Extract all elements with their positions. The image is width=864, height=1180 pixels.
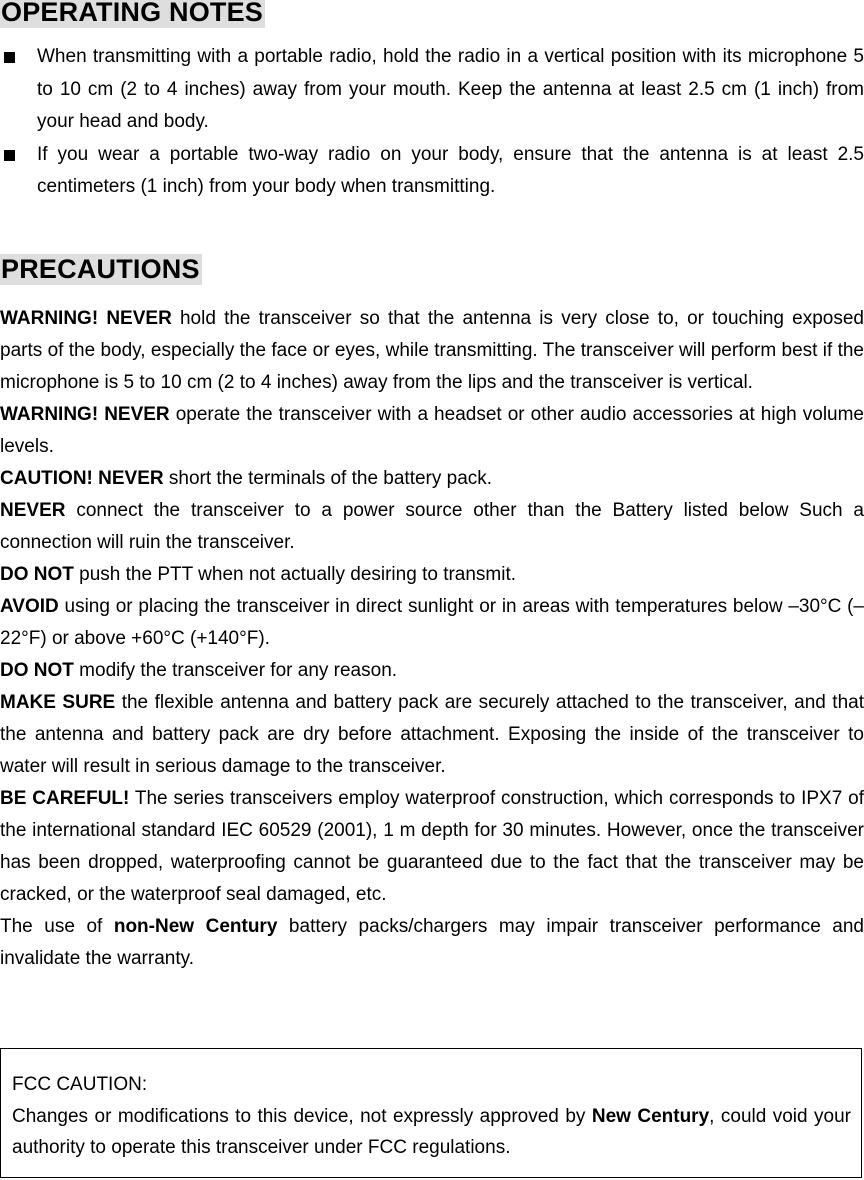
- fcc-caution-box: [0, 1048, 862, 1178]
- list-item: [0, 41, 864, 139]
- warranty-brand: non-New Century: [113, 916, 278, 937]
- precaution-lead: NEVER: [0, 500, 66, 521]
- precaution-text: connect the transceiver to a power source other than the Battery listed below Such a connection will ruin the transceiver.: [0, 500, 864, 553]
- precaution-text: modify the transceiver for any reason.: [73, 660, 398, 681]
- bullet-text: When transmitting with a portable radio, hold the radio in a vertical position with its microphone 5 to 10 cm (2 to 4 inches) away from your mouth. Keep the antenna at least 2.5 cm (1 inch) from your head and body.: [37, 46, 864, 132]
- precaution-lead: AVOID: [0, 596, 59, 617]
- precaution-paragraph: [0, 655, 864, 687]
- precautions-heading: PRECAUTIONS: [1, 254, 200, 284]
- operating-notes-list: [0, 41, 864, 204]
- precautions-list: [0, 303, 864, 975]
- precaution-text: The series transceivers employ waterproof construction, which corresponds to IPX7 of the international standard IEC 60529 (2001), 1 m depth for 30 minutes. However, once the transceiver has been dropped, waterproofing cannot be guaranteed due to the fact that the transceiver may be cracked, or the waterproof seal damaged, etc.: [0, 788, 864, 905]
- precaution-text: short the terminals of the battery pack.: [163, 468, 493, 489]
- precaution-paragraph: [0, 687, 864, 783]
- fcc-text-pre: Changes or modifications to this device, not expressly approved by: [12, 1105, 592, 1127]
- precaution-lead: CAUTION! NEVER: [0, 468, 164, 489]
- bullet-text: If you wear a portable two-way radio on your body, ensure that the antenna is at least 2.5 centimeters (1 inch) from your body when transmitting.: [37, 143, 864, 197]
- operating-notes-heading: OPERATING NOTES: [0, 0, 265, 28]
- precaution-paragraph: [0, 463, 864, 495]
- precaution-paragraph: [0, 559, 864, 591]
- precaution-paragraph: [0, 495, 864, 559]
- precaution-text: the flexible antenna and battery pack are securely attached to the transceiver, and that the antenna and battery pack are dry before attachment. Exposing the inside of the transceiver to water will result in serious damage to the transceiver.: [0, 692, 864, 777]
- fcc-text-post: , could void your authority to operate this transceiver under FCC regulations.: [12, 1105, 852, 1158]
- warranty-text-pre: The use of: [0, 916, 114, 937]
- fcc-caution-text: [12, 1101, 851, 1164]
- precaution-paragraph: [0, 303, 864, 399]
- precaution-paragraph: [0, 399, 864, 463]
- precaution-lead: BE CAREFUL!: [0, 788, 130, 809]
- precaution-lead: DO NOT: [0, 564, 74, 585]
- precaution-lead: WARNING! NEVER: [0, 404, 170, 425]
- fcc-caution-title: FCC CAUTION:: [12, 1074, 148, 1095]
- precaution-text: push the PTT when not actually desiring to transmit.: [73, 564, 517, 585]
- fcc-brand: New Century: [591, 1105, 710, 1127]
- warranty-paragraph: [0, 911, 864, 975]
- list-item: [0, 139, 864, 204]
- warranty-text-post: battery packs/chargers may impair transceiver performance and invalidate the warranty.: [0, 916, 864, 969]
- precaution-text: operate the transceiver with a headset or other audio accessories at high volume levels.: [0, 404, 864, 457]
- precaution-lead: MAKE SURE: [0, 692, 116, 713]
- precaution-lead: WARNING! NEVER: [0, 308, 172, 329]
- precaution-paragraph: [0, 591, 864, 655]
- precaution-text: hold the transceiver so that the antenna is very close to, or touching exposed parts of the body, especially the face or eyes, while transmitting. The transceiver will perform best if the microphone is 5 to 10 cm (2 to 4 inches) away from the lips and the transceiver is vertical.: [0, 308, 864, 393]
- square-bullet-icon: [4, 52, 15, 63]
- precaution-paragraph: [0, 783, 864, 911]
- precaution-text: using or placing the transceiver in direct sunlight or in areas with temperatures below –30°C (–22°F) or above +60°C (+140°F).: [0, 596, 864, 649]
- square-bullet-icon: [4, 150, 15, 161]
- precaution-lead: DO NOT: [0, 660, 74, 681]
